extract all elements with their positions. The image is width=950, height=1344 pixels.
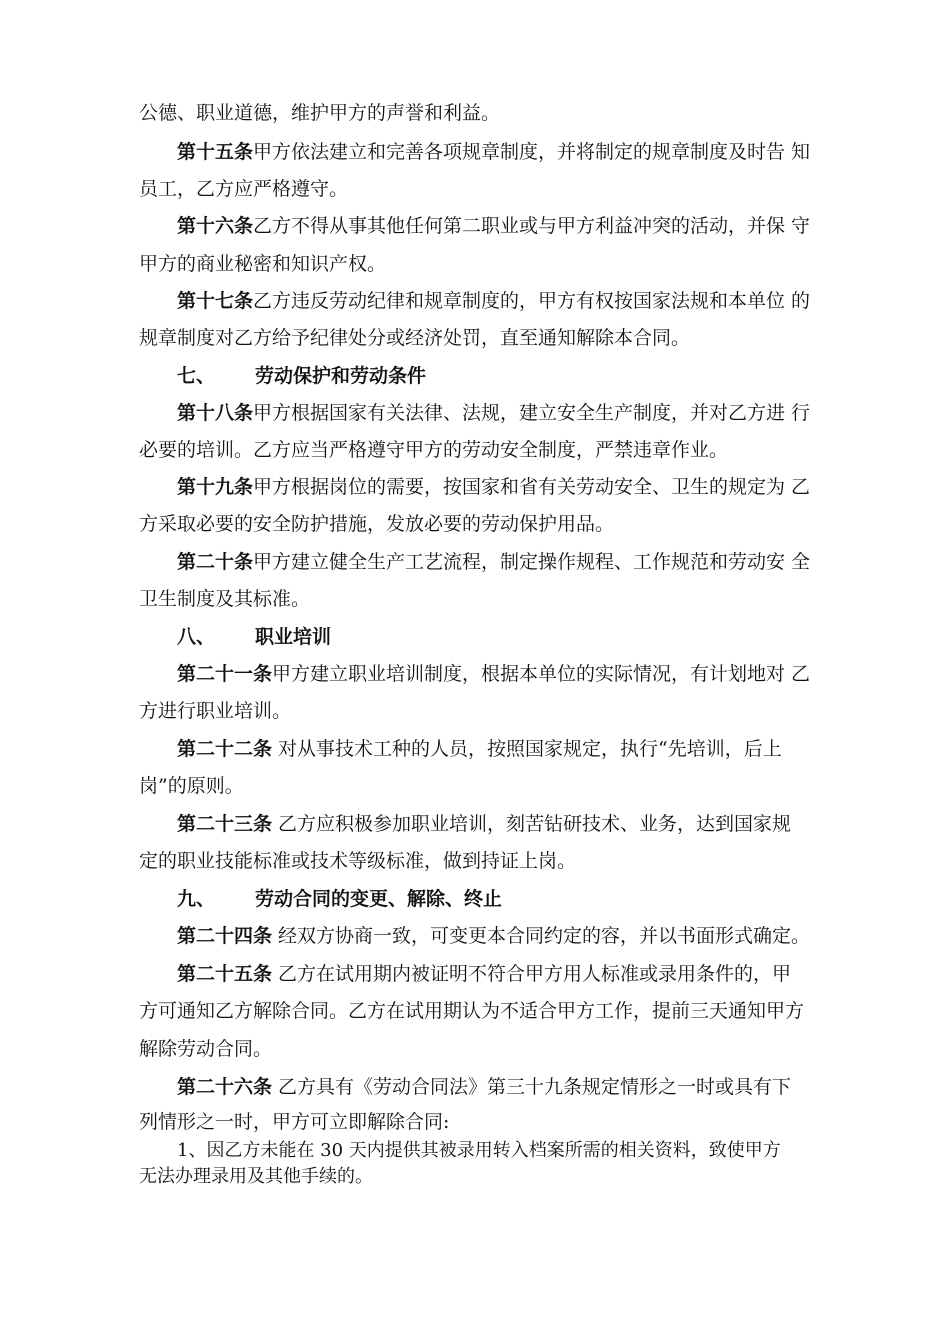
- article-21: [177, 662, 810, 686]
- section-title: 职业培训: [255, 626, 332, 648]
- article-22: [177, 737, 782, 761]
- article-text: 甲方建立职业培训制度，根据本单位的实际情况，有计划地对 乙: [272, 663, 811, 685]
- article-24: [177, 924, 810, 948]
- article-23: [177, 812, 791, 836]
- paragraph-line: 岗”的原则。: [139, 775, 244, 797]
- paragraph-line: 列情形之一时，甲方可立即解除合同:: [139, 1111, 450, 1133]
- paragraph-line: 方采取必要的安全防护措施，发放必要的劳动保护用品。: [139, 513, 615, 535]
- article-text: 甲方依法建立和完善各项规章制度，并将制定的规章制度及时告 知: [253, 141, 811, 163]
- article-label: 第十九条: [177, 476, 254, 498]
- article-text: 经双方协商一致，可变更本合同约定的容，并以书面形式确定。: [272, 925, 811, 947]
- article-label: 第十六条: [177, 215, 254, 237]
- article-text: 甲方建立健全生产工艺流程，制定操作规程、工作规范和劳动安 全: [253, 551, 811, 573]
- paragraph-line: 卫生制度及其标准。: [139, 588, 311, 610]
- article-17: [177, 289, 810, 313]
- article-20: [177, 550, 810, 574]
- paragraph-line: 方可通知乙方解除合同。乙方在试用期认为不适合甲方工作，提前三天通知甲方: [139, 1000, 805, 1022]
- section-title: 劳动保护和劳动条件: [255, 365, 427, 387]
- article-text: 甲方根据国家有关法律、法规，建立安全生产制度，并对乙方进 行: [253, 402, 811, 424]
- article-text: 甲方根据岗位的需要，按国家和省有关劳动安全、卫生的规定为 乙: [253, 476, 811, 498]
- article-label: 第二十四条: [177, 925, 273, 947]
- article-19: [177, 475, 810, 499]
- article-15: [177, 140, 810, 164]
- paragraph-line: 解除劳动合同。: [139, 1038, 273, 1060]
- section-number: 七、: [177, 365, 216, 387]
- paragraph-line: 定的职业技能标准或技术等级标准，做到持证上岗。: [139, 850, 577, 872]
- article-label: 第十五条: [177, 141, 254, 163]
- paragraph-line: 公德、职业道德，维护甲方的声誉和利益。: [139, 102, 501, 124]
- article-text: 乙方违反劳动纪律和规章制度的，甲方有权按国家法规和本单位 的: [253, 290, 811, 312]
- article-label: 第二十三条: [177, 813, 273, 835]
- section-title: 劳动合同的变更、解除、终止: [255, 888, 503, 910]
- article-25: [177, 962, 791, 986]
- article-label: 第十七条: [177, 290, 254, 312]
- article-text: 乙方应积极参加职业培训，刻苦钻研技术、业务，达到国家规: [272, 813, 792, 835]
- article-label: 第十八条: [177, 402, 254, 424]
- article-text: 乙方不得从事其他任何第二职业或与甲方利益冲突的活动，并保 守: [253, 215, 811, 237]
- paragraph-line: 方进行职业培训。: [139, 700, 292, 722]
- paragraph-line: 员工，乙方应严格遵守。: [139, 178, 349, 200]
- article-text: 对从事技术工种的人员，按照国家规定，执行“先培训，后上: [272, 738, 782, 760]
- article-label: 第二十二条: [177, 738, 273, 760]
- article-label: 第二十一条: [177, 663, 273, 685]
- article-label: 第二十五条: [177, 963, 273, 985]
- article-18: [177, 401, 810, 425]
- article-text: 乙方具有《劳动合同法》第三十九条规定情形之一时或具有下: [272, 1076, 792, 1098]
- section-number: 八、: [177, 626, 216, 648]
- paragraph-line: 规章制度对乙方给予纪律处分或经济处罚，直至通知解除本合同。: [139, 327, 691, 349]
- section-number: 九、: [177, 888, 216, 910]
- article-text: 乙方在试用期内被证明不符合甲方用人标准或录用条件的，甲: [272, 963, 792, 985]
- article-26: [177, 1075, 791, 1099]
- article-16: [177, 214, 810, 238]
- paragraph-line: 必要的培训。乙方应当严格遵守甲方的劳动安全制度，严禁违章作业。: [139, 439, 729, 461]
- article-label: 第二十条: [177, 551, 254, 573]
- article-label: 第二十六条: [177, 1076, 273, 1098]
- paragraph-line: 甲方的商业秘密和知识产权。: [139, 253, 387, 275]
- list-item: 1、因乙方未能在 30 天内提供其被录用转入档案所需的相关资料，致使甲方: [177, 1140, 781, 1161]
- list-item-continuation: 无法办理录用及其他手续的。: [139, 1166, 373, 1187]
